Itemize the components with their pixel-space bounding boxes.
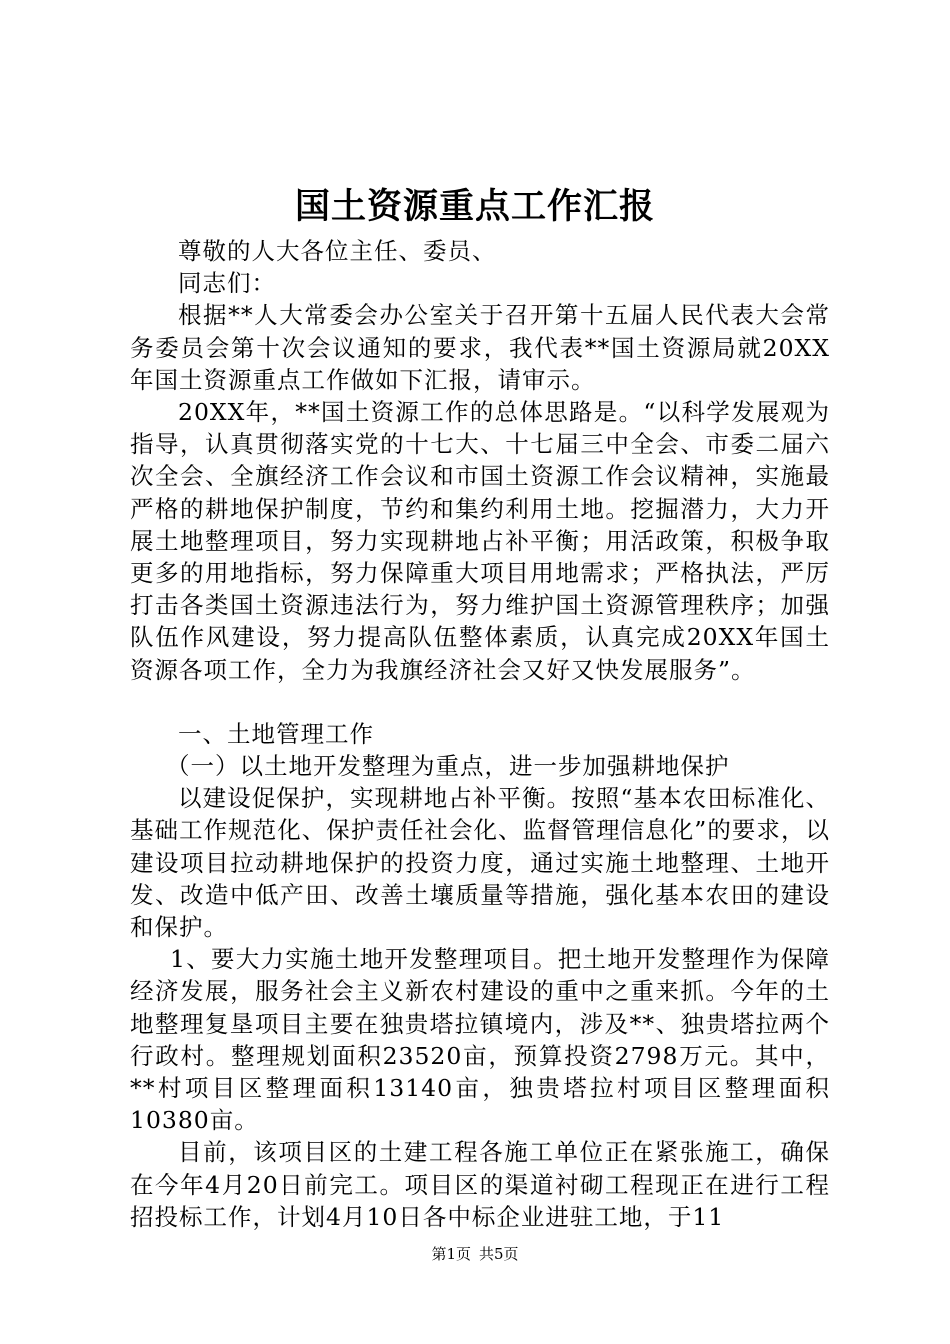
page-number-current: 第1页: [431, 1245, 471, 1263]
subsection-heading-1: （一）以土地开发整理为重点，进一步加强耕地保护: [166, 752, 730, 781]
page-number-total: 共5页: [479, 1245, 519, 1263]
document-title: 国土资源重点工作汇报: [294, 186, 655, 227]
document-body: [130, 235, 830, 1233]
salutation-line-1: 尊敬的人大各位主任、委员、: [178, 237, 497, 265]
paragraph-3: 以建设促保护，实现耕地占补平衡。按照“基本农田标准化、基础工作规范化、保护责任社会化、监督管理信息化”的要求，以建设项目拉动耕地保护的投资力度，通过实施土地整理、土地开发、改造中低产田、改善土壤质量等措施，强化基本农田的建设和保护。: [130, 784, 830, 942]
page-footer: [0, 1244, 950, 1264]
paragraph-4: 1、要大力实施土地开发整理项目。把土地开发整理作为保障经济发展，服务社会主义新农村建设的重中之重来抓。今年的土地整理复垦项目主要在独贵塔拉镇境内，涉及**、独贵塔拉两个行政村。整理规划面积23520亩，预算投资2798万元。其中，**村项目区整理面积13140亩，独贵塔拉村项目区整理面积10380亩。: [130, 945, 830, 1135]
paragraph-5: 目前，该项目区的土建工程各施工单位正在紧张施工，确保在今年4月20日前完工。项目区的渠道衬砌工程现正在进行工程招投标工作，计划4月10日各中标企业进驻工地，于11: [130, 1138, 830, 1231]
section-heading-1: 一、土地管理工作: [178, 719, 374, 748]
paragraph-gap: [130, 686, 830, 718]
paragraph-1: 根据**人大常委会办公室关于召开第十五届人民代表大会常务委员会第十次会议通知的要求，我代表**国土资源局就20XX年国土资源重点工作做如下汇报，请审示。: [130, 301, 830, 394]
salutation-line-2: 同志们：: [178, 269, 276, 298]
paragraph-2: 20XX年，**国土资源工作的总体思路是。“以科学发展观为指导，认真贯彻落实党的十七大、十七届三中全会、市委二届六次全会、全旗经济工作会议和市国土资源工作会议精神，实施最严格的耕地保护制度，节约和集约利用土地。挖掘潜力，大力开展土地整理项目，努力实现耕地占补平衡；用活政策，积极争取更多的用地指标，努力保障重大项目用地需求；严格执法，严厉打击各类国土资源违法行为，努力维护国土资源管理秩序；加强队伍作风建设，努力提高队伍整体素质，认真完成20XX年国土资源各项工作，全力为我旗经济社会又好又快发展服务”。: [130, 398, 830, 684]
